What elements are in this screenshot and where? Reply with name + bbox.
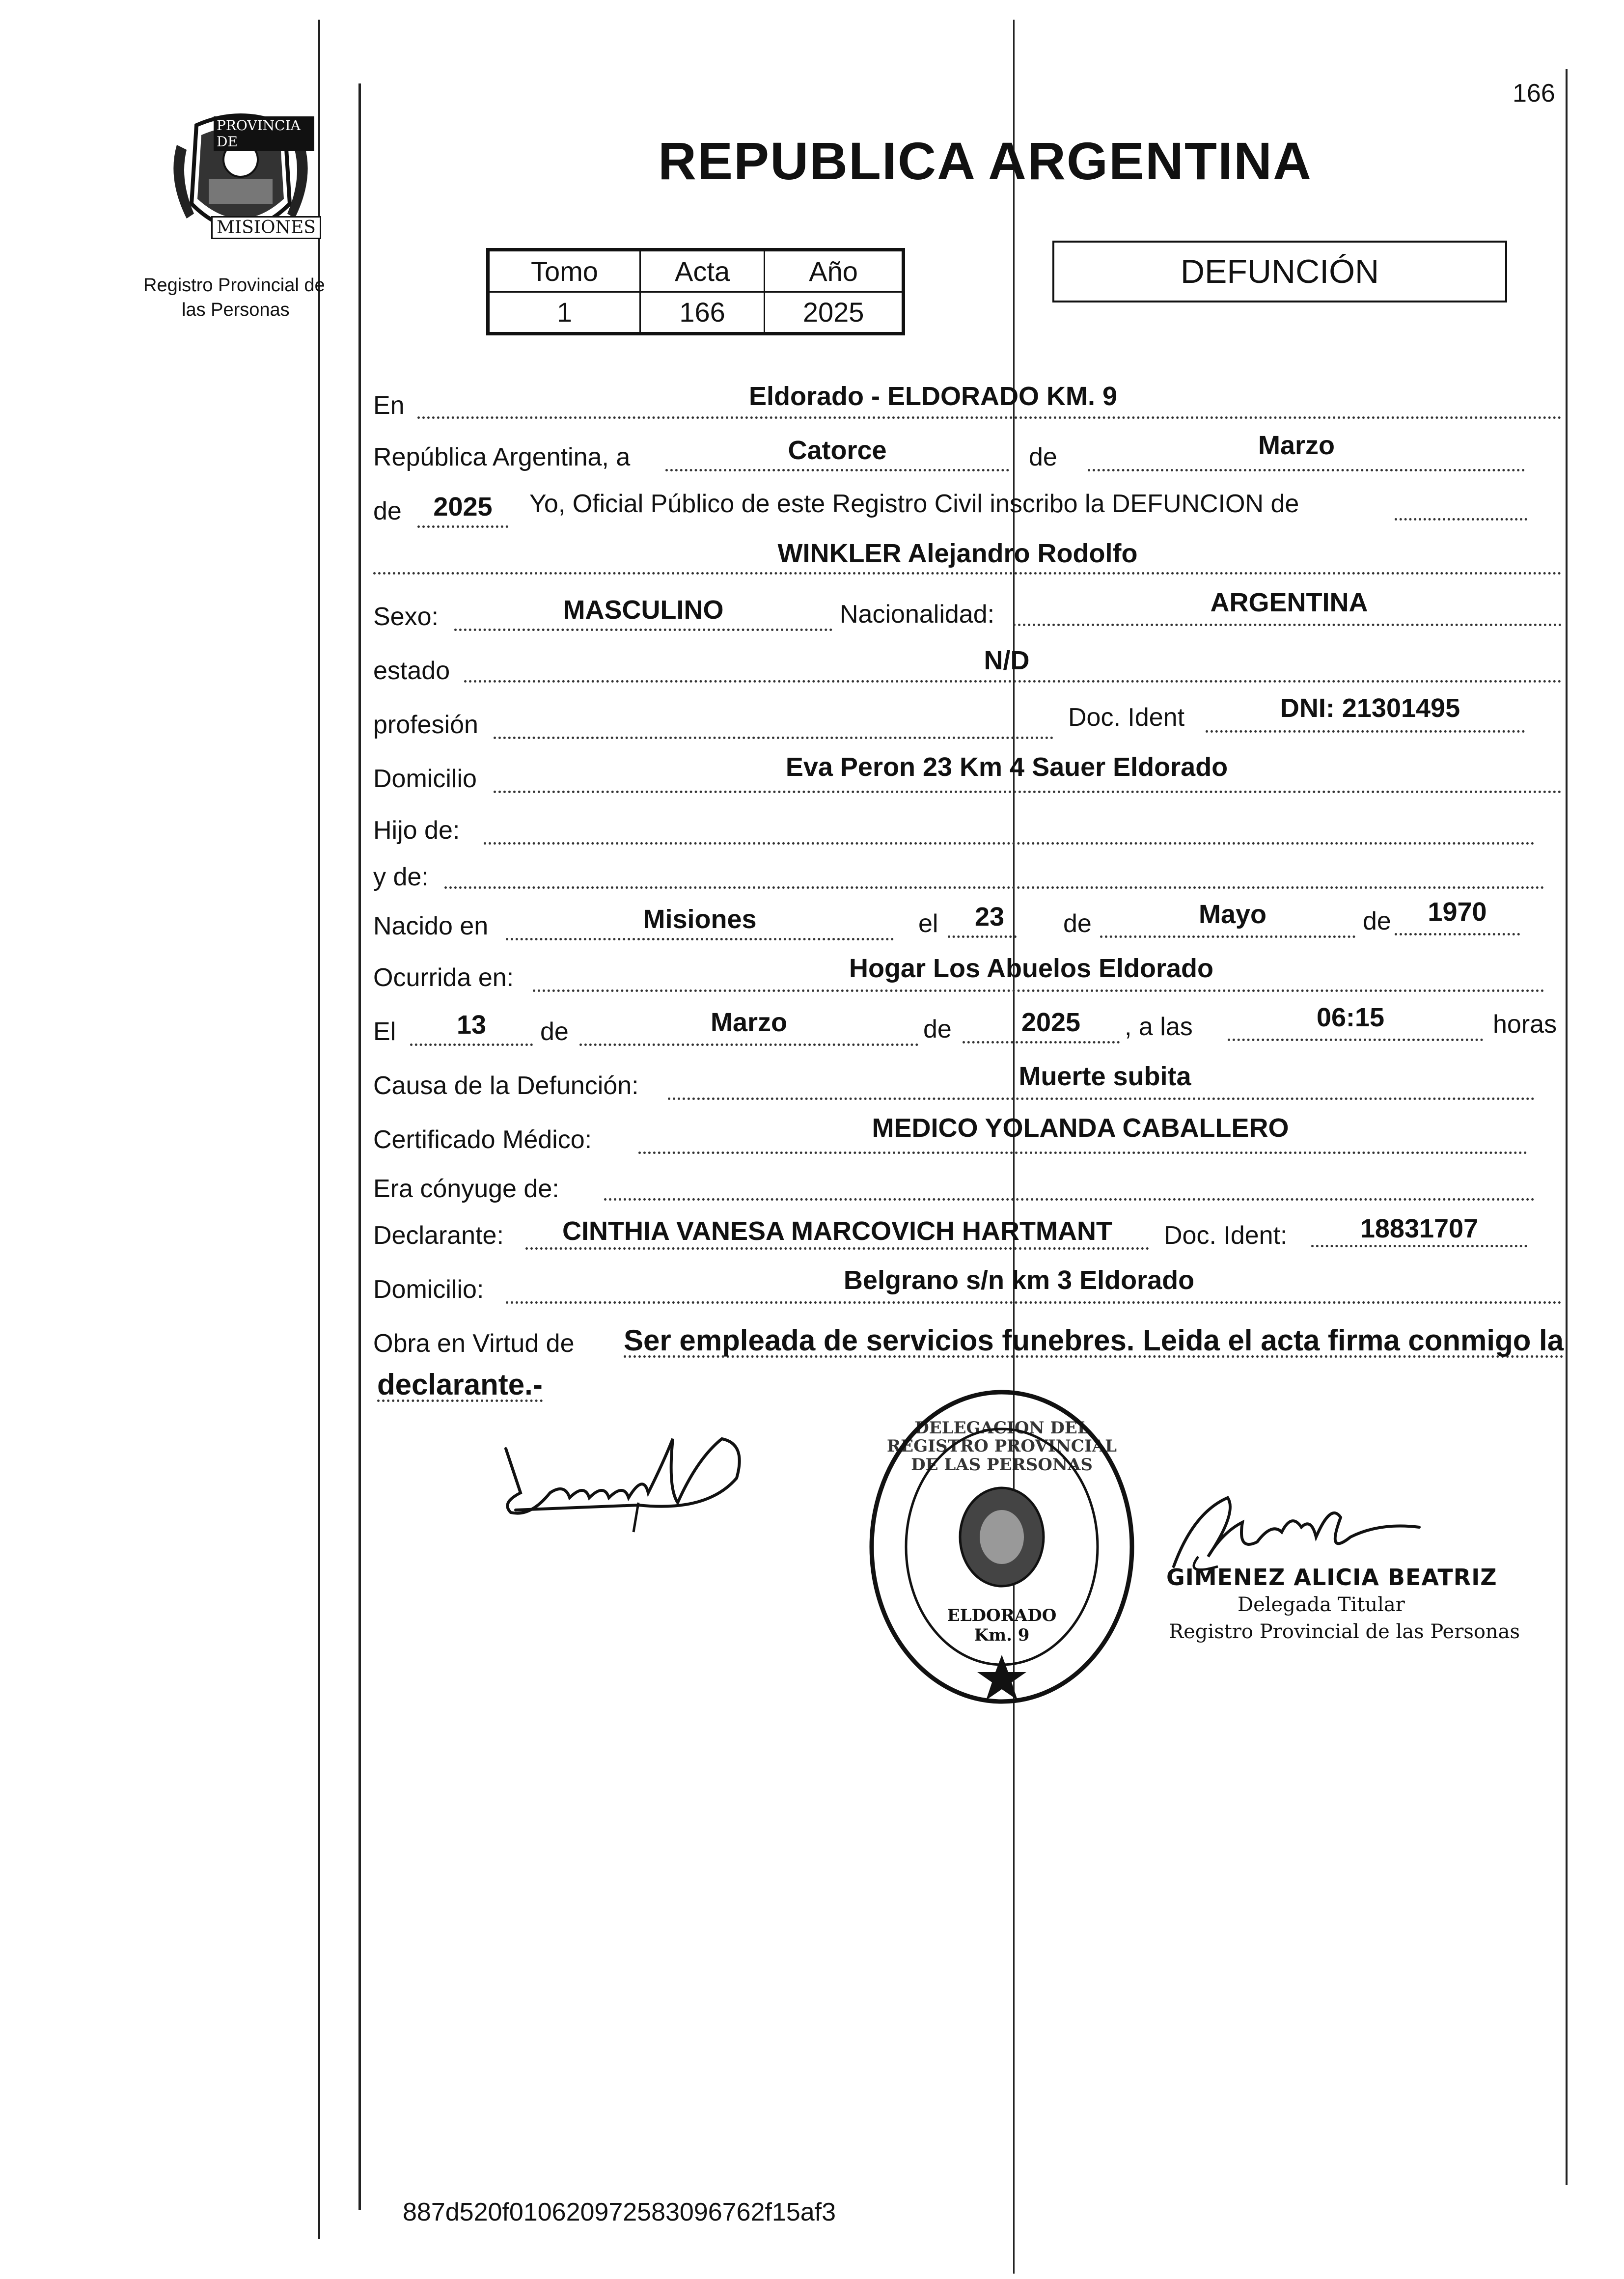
doc-ident-value: DNI: 21301495 xyxy=(1280,693,1460,723)
hijo-dots xyxy=(484,842,1535,845)
el2-label: El xyxy=(373,1017,396,1046)
y-de-dots xyxy=(444,886,1544,889)
sexo-label: Sexo: xyxy=(373,603,439,631)
document-hash: 887d520f010620972583096762f15af3 xyxy=(403,2198,836,2226)
declarante-value: CINTHIA VANESA MARCOVICH HARTMANT xyxy=(562,1216,1112,1246)
profesion-dots xyxy=(494,737,1053,739)
el-label: el xyxy=(918,909,938,938)
tomo-header: Tomo xyxy=(489,251,640,292)
de-label-1: de xyxy=(1029,443,1057,471)
province-emblem xyxy=(167,106,314,253)
de-label-6: de xyxy=(923,1015,952,1043)
doc-ident2-dots xyxy=(1311,1245,1527,1247)
conyuge-dots xyxy=(604,1198,1535,1201)
estado-value: N/D xyxy=(984,646,1030,675)
hijo-label: Hijo de: xyxy=(373,816,460,845)
mes-dots xyxy=(1088,469,1525,471)
domicilio2-label: Domicilio: xyxy=(373,1275,484,1304)
nombre-value: WINKLER Alejandro Rodolfo xyxy=(777,539,1138,568)
official-name: GIMENEZ ALICIA BEATRIZ xyxy=(1166,1564,1497,1591)
horas-label: horas xyxy=(1493,1010,1557,1039)
yo-text: Yo, Oficial Público de este Registro Civil inscribo la DEFUNCION de xyxy=(529,490,1299,518)
left-margin-line-inner xyxy=(358,83,361,2210)
causa-value: Muerte subita xyxy=(1018,1062,1191,1091)
acta-header: Acta xyxy=(640,251,764,292)
reference-table xyxy=(486,248,905,335)
stamp-ring-text: DELEGACION DEL REGISTRO PROVINCIAL DE LAS PERSONAS xyxy=(886,1418,1117,1475)
declarante-dots xyxy=(525,1247,1149,1250)
def-dia-value: 13 xyxy=(456,1010,487,1040)
def-mes-value: Marzo xyxy=(710,1008,787,1037)
sexo-dots xyxy=(454,629,832,631)
nacido-dia-dots xyxy=(948,935,1017,938)
sexo-value: MASCULINO xyxy=(563,595,724,625)
nacido-mes-value: Mayo xyxy=(1198,900,1267,929)
ocurrida-value: Hogar Los Abuelos Eldorado xyxy=(849,954,1214,983)
registry-stamp xyxy=(864,1390,1139,1714)
nacido-lugar-value: Misiones xyxy=(643,905,757,934)
y-de-label: y de: xyxy=(373,863,429,891)
en-value: Eldorado - ELDORADO KM. 9 xyxy=(748,382,1117,411)
causa-label: Causa de la Defunción: xyxy=(373,1071,639,1100)
dia-texto-value: Catorce xyxy=(788,436,887,465)
de-label-2: de xyxy=(373,497,402,525)
nacionalidad-dots xyxy=(1013,624,1562,626)
official-office: Registro Provincial de las Personas xyxy=(1169,1620,1520,1643)
yo-dots xyxy=(1395,518,1527,521)
doc-ident-dots xyxy=(1206,730,1525,733)
en-dots xyxy=(417,416,1562,419)
emblem-text-top: PROVINCIA DE xyxy=(214,116,314,151)
causa-dots xyxy=(668,1098,1535,1100)
dia-dots xyxy=(665,469,1009,471)
conyuge-label: Era cónyuge de: xyxy=(373,1175,559,1203)
mes-value: Marzo xyxy=(1258,431,1335,460)
def-hora-value: 06:15 xyxy=(1316,1003,1385,1032)
def-anio-dots xyxy=(963,1041,1120,1043)
def-anio-value: 2025 xyxy=(1021,1008,1081,1037)
declarante-label: Declarante: xyxy=(373,1221,504,1250)
domicilio2-value: Belgrano s/n km 3 Eldorado xyxy=(843,1265,1195,1295)
estado-dots xyxy=(464,680,1562,683)
doc-ident2-value: 18831707 xyxy=(1360,1214,1479,1243)
doc-ident2-label: Doc. Ident: xyxy=(1164,1221,1288,1250)
de-label-5: de xyxy=(540,1017,569,1046)
domicilio-dots xyxy=(494,791,1562,793)
acta-value: 166 xyxy=(640,292,764,333)
obra-label: Obra en Virtud de xyxy=(373,1329,575,1358)
stamp-inner-text: ELDORADO Km. 9 xyxy=(947,1606,1057,1645)
domicilio2-dots xyxy=(506,1301,1562,1304)
nacido-anio-value: 1970 xyxy=(1428,897,1487,927)
nacido-label: Nacido en xyxy=(373,912,489,940)
domicilio-value: Eva Peron 23 Km 4 Sauer Eldorado xyxy=(785,752,1228,782)
registry-name-line1: Registro Provincial de xyxy=(143,275,325,296)
anio-dots xyxy=(417,525,508,528)
ocurrida-dots xyxy=(533,989,1544,992)
right-margin-line xyxy=(1566,69,1568,2185)
ocurrida-label: Ocurrida en: xyxy=(373,963,514,992)
republica-label: República Argentina, a xyxy=(373,443,631,471)
def-hora-dots xyxy=(1228,1039,1483,1041)
obra-text-line1: Ser empleada de servicios funebres. Leida el acta firma conmigo la xyxy=(624,1324,1564,1357)
certificado-value: MEDICO YOLANDA CABALLERO xyxy=(872,1113,1289,1143)
nacido-mes-dots xyxy=(1100,935,1355,938)
certificado-label: Certificado Médico: xyxy=(373,1126,592,1154)
alas-label: , a las xyxy=(1125,1013,1193,1041)
anio-value: 2025 xyxy=(765,292,903,333)
de-label-3: de xyxy=(1063,909,1092,938)
page-number: 166 xyxy=(1513,79,1555,108)
nacionalidad-value: ARGENTINA xyxy=(1210,588,1368,617)
certificado-dots xyxy=(638,1152,1527,1154)
def-mes-dots xyxy=(579,1043,918,1046)
tomo-value: 1 xyxy=(489,292,640,333)
anio-value: 2025 xyxy=(433,492,493,522)
en-label: En xyxy=(373,391,405,420)
nacido-lugar-dots xyxy=(506,938,894,940)
nombre-dots xyxy=(373,572,1562,575)
declarant-signature xyxy=(491,1419,766,1547)
left-margin-line xyxy=(318,20,320,2239)
nacido-anio-dots xyxy=(1395,933,1520,935)
obra-text-line2: declarante.- xyxy=(377,1368,543,1401)
anio-header: Año xyxy=(765,251,903,292)
def-dia-dots xyxy=(410,1043,533,1046)
profesion-label: profesión xyxy=(373,711,478,739)
fold-line xyxy=(1013,20,1015,2274)
country-title: REPUBLICA ARGENTINA xyxy=(658,131,1312,191)
nacionalidad-label: Nacionalidad: xyxy=(840,600,995,629)
nacido-dia-value: 23 xyxy=(974,902,1005,932)
official-title: Delegada Titular xyxy=(1238,1593,1405,1616)
registry-name-line2: las Personas xyxy=(182,300,290,320)
doc-ident-label: Doc. Ident xyxy=(1068,703,1185,732)
document-type-box: DEFUNCIÓN xyxy=(1052,241,1507,302)
estado-label: estado xyxy=(373,657,450,685)
emblem-text-bottom: MISIONES xyxy=(211,216,321,239)
domicilio-label: Domicilio xyxy=(373,765,477,793)
de-label-4: de xyxy=(1363,907,1391,935)
